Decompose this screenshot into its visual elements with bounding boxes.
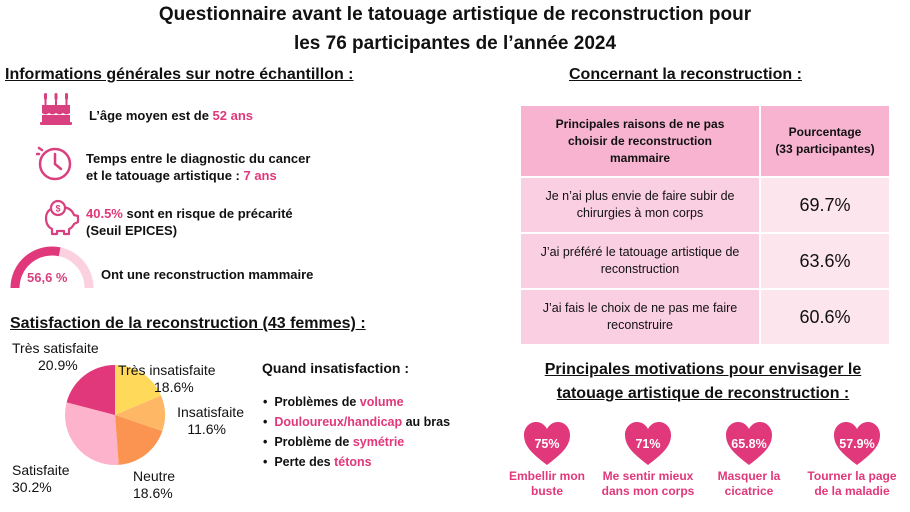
motivation-value: 75% bbox=[534, 437, 560, 451]
motivation-label: Tourner la page de la maladie bbox=[807, 469, 897, 498]
legend-neutre: Neutre 18.6% bbox=[133, 468, 176, 501]
legend-insatisfaite: Insatisfaite 11.6% bbox=[177, 404, 244, 437]
insatisfaction-heading: Quand insatisfaction : bbox=[262, 360, 410, 376]
reconstruction-gauge bbox=[9, 244, 95, 294]
reconstruction-text: Ont une reconstruction mammaire bbox=[101, 267, 314, 282]
list-item: • Problèmes de volume bbox=[263, 395, 404, 409]
piggy-bank-icon bbox=[38, 198, 80, 236]
motivation-value: 65.8% bbox=[731, 437, 767, 451]
reconstruction-heading: Concernant la reconstruction : bbox=[569, 66, 802, 83]
motivation-value: 57.9% bbox=[839, 437, 875, 451]
table-row: Je n’ai plus envie de faire subir de chirurgies à mon corps 69.7% bbox=[520, 177, 890, 233]
table-row: J’ai fais le choix de ne pas me faire reconstruire 60.6% bbox=[520, 289, 890, 345]
list-item: • Problème de symétrie bbox=[263, 435, 405, 449]
satisfaction-heading: Satisfaction de la reconstruction (43 femmes) : bbox=[10, 315, 366, 332]
general-info-heading: Informations générales sur notre échantillon : bbox=[5, 66, 354, 83]
legend-tres-satisfaite: Très satisfaite 20.9% bbox=[12, 340, 99, 373]
list-item: • Douloureux/handicap au bras bbox=[263, 415, 451, 429]
precarity-value: 40.5% bbox=[86, 206, 123, 221]
motivation-label: Masquer la cicatrice bbox=[717, 469, 781, 498]
table-row: J’ai préféré le tatouage artistique de reconstruction 63.6% bbox=[520, 233, 890, 289]
average-age-text: L’âge moyen est de 52 ans bbox=[89, 108, 254, 123]
motivation-value: 71% bbox=[635, 437, 661, 451]
time-value: 7 ans bbox=[243, 168, 277, 183]
table-header-percentage: Pourcentage (33 participantes) bbox=[760, 105, 890, 177]
list-item: • Perte des tétons bbox=[263, 455, 372, 469]
average-age-value: 52 ans bbox=[212, 108, 254, 123]
birthday-cake-icon bbox=[38, 91, 74, 127]
svg-text:$: $ bbox=[55, 203, 61, 214]
insatisfaction-list bbox=[263, 395, 450, 469]
reconstruction-gauge-label: 56,6 % bbox=[27, 270, 68, 285]
table-header-reasons: Principales raisons de ne pas choisir de reconstruction mammaire bbox=[520, 105, 760, 177]
time-text: Temps entre le diagnostic du cancer et le tatouage artistique : 7 ans bbox=[86, 151, 311, 183]
precarity-text: 40.5% sont en risque de précarité (Seuil EPICES) bbox=[86, 206, 293, 238]
clock-icon bbox=[36, 144, 74, 182]
legend-satisfaite: Satisfaite 30.2% bbox=[12, 462, 70, 495]
reasons-table bbox=[519, 104, 891, 346]
motivation-label: Embellir mon buste bbox=[508, 469, 585, 498]
title-line-1: Questionnaire avant le tatouage artistique de reconstruction pour bbox=[158, 4, 752, 25]
legend-tres-insatisfaite: Très insatisfaite 18.6% bbox=[118, 362, 216, 395]
motivation-label: Me sentir mieux dans mon corps bbox=[601, 469, 695, 498]
title-line-2: les 76 participantes de l’année 2024 bbox=[293, 33, 617, 54]
motivations-heading: Principales motivations pour envisager le tatouage artistique de reconstruction : bbox=[544, 361, 862, 402]
page-title bbox=[0, 0, 910, 58]
